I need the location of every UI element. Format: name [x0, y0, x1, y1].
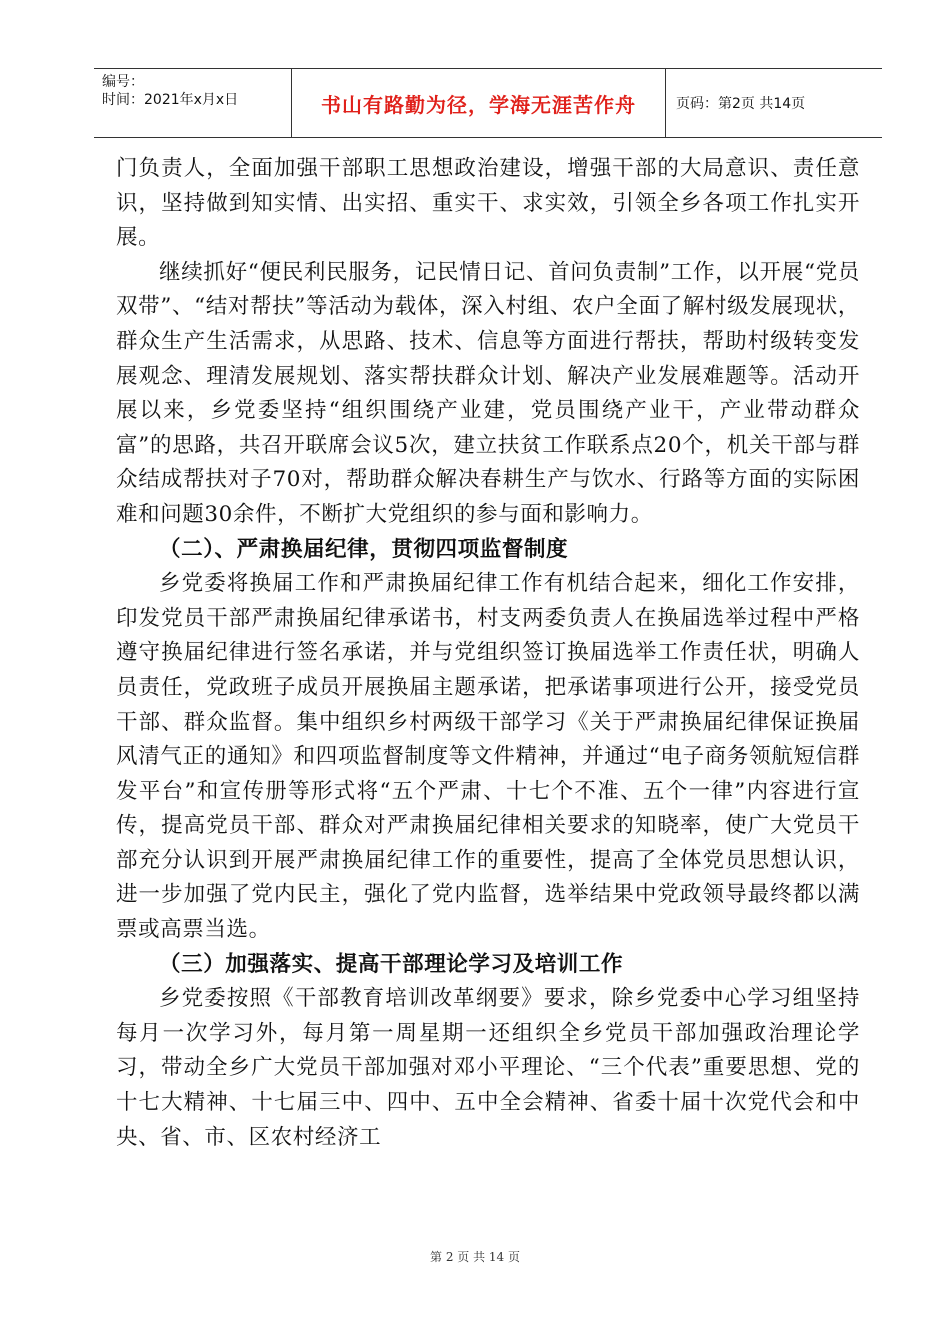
page-footer: 第 2 页 共 14 页: [430, 1250, 520, 1264]
paragraph: 继续抓好“便民利民服务，记民情日记、首问负责制”工作，以开展“党员双带”、“结对帮扶”等活动为载体，深入村组、农户全面了解村级发展现状，群众生产生活需求，从思路、技术、信息等方面进行帮扶，帮助村级转变发展观念、理清发展规划、落实帮扶群众计划、解决产业发展难题等。活动开展以来，乡党委坚持“组织围绕产业建，党员围绕产业干，产业带动群众富”的思路，共召开联席会议5次，建立扶贫工作联系点20个，机关干部与群众结成帮扶对子70对，帮助群众解决春耕生产与饮水、行路等方面的实际困难和问题30余件，不断扩大党组织的参与面和影响力。: [116, 259, 861, 527]
section-heading: （三）加强落实、提高干部理论学习及培训工作: [159, 951, 624, 977]
header-motto: 书山有路勤为径，学海无涯苦作舟: [292, 69, 666, 137]
section-heading: （二）、严肃换届纪律，贯彻四项监督制度: [159, 536, 569, 562]
code-label: 编号：: [102, 74, 144, 90]
header-page-label: 页码：第2页 共14页: [676, 96, 806, 112]
page-header: [94, 68, 882, 138]
paragraph: 门负责人，全面加强干部职工思想政治建设，增强干部的大局意识、责任意识，坚持做到知实情、出实招、重实干、求实效，引领全乡各项工作扎实开展。: [116, 156, 860, 251]
paragraph: 乡党委将换届工作和严肃换届纪律工作有机结合起来，细化工作安排，印发党员干部严肃换届纪律承诺书，村支两委负责人在换届选举过程中严格遵守换届纪律进行签名承诺，并与党组织签订换届选举工作责任状，明确人员责任，党政班子成员开展换届主题承诺，把承诺事项进行公开，接受党员干部、群众监督。集中组织乡村两级干部学习《关于严肃换届纪律保证换届风清气正的通知》和四项监督制度等文件精神，并通过“电子商务领航短信群发平台”和宣传册等形式将“五个严肃、十七个不准、五个一律”内容进行宣传，提高党员干部、群众对严肃换届纪律相关要求的知晓率，使广大党员干部充分认识到开展严肃换届纪律工作的重要性，提高了全体党员思想认识，进一步加强了党内民主，强化了党内监督，选举结果中党政领导最终都以满票或高票当选。: [116, 571, 860, 943]
time-label: 时间：2021年x月x日: [102, 92, 239, 108]
paragraph: 乡党委按照《干部教育培训改革纲要》要求，除乡党委中心学习组坚持每月一次学习外，每月第一周星期一还组织全乡党员干部加强政治理论学习，带动全乡广大党员干部加强对邓小平理论、“三个代表”重要思想、党的十七大精神、十七届三中、四中、五中全会精神、省委十届十次党代会和中央、省、市、区农村经济工: [116, 986, 860, 1150]
document-body: [116, 152, 860, 1155]
header-meta: [94, 69, 292, 137]
